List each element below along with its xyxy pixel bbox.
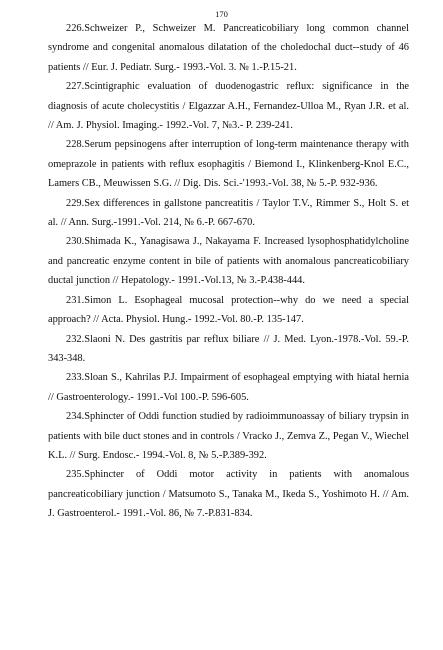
- reference-number: 227.: [66, 81, 85, 93]
- reference-text: Schweizer P., Schweizer M. Pancreaticobiliary long common channel syndrome and congenital anomalous dilatation of the choledochal duct--study of 46 patients // Eur. J. Pediatr. Surg.- 1993.-Vol. 3. № 1.-P.15-21.: [48, 23, 409, 73]
- reference-item: [48, 77, 409, 135]
- reference-item: [48, 135, 409, 193]
- reference-text: Sphincter of Oddi motor activity in patients with anomalous pancreaticobiliary junction / Matsumoto S., Tanaka M., Ikeda S., Yoshimoto H. // Am. J. Gastroenterol.- 1991.-Vol. 86, № 7.-P.831-834.: [48, 469, 409, 520]
- reference-item: [48, 330, 409, 369]
- reference-text: Serum pepsinogens after interruption of long-term maintenance therapy with omeprazole in patients with reflux esophagitis / Biemond I., Klinkenberg-Knol E.C., Lamers CB., Meuwissen S.G. // Dig. Dis. Sci.-ʹ1993.-Vol. 38, № 5.-P. 932-936.: [48, 139, 409, 190]
- reference-text: Sloan S., Kahrilas P.J. Impairment of esophageal emptying with hiatal hernia // Gastroenterology.- 1991.-Vol 100.-P. 596-605.: [48, 372, 409, 403]
- reference-number: 226.: [66, 23, 85, 34]
- reference-number: 232.: [66, 333, 85, 345]
- reference-item: [48, 407, 409, 465]
- reference-item: [48, 232, 409, 290]
- reference-item: [48, 194, 409, 233]
- reference-item: [48, 465, 409, 523]
- reference-number: 231.: [66, 294, 85, 306]
- reference-text: Simon L. Esophageal mucosal protection--why do we need a special approach? // Acta. Physiol. Hung.- 1992.-Vol. 80.-P. 135-147.: [48, 294, 409, 326]
- reference-number: 229.: [66, 197, 85, 209]
- reference-item: [48, 19, 409, 77]
- reference-text: Scintigraphic evaluation of duodenogastric reflux: significance in the diagnosis of acute cholecystitis / Elgazzar A.H., Fernandez-Ulloa M., Ryan J.R. et al. // Am. J. Physiol. Imaging.- 1992.-Vol. 7, №3.- P. 239-241.: [48, 81, 409, 132]
- reference-text: Sphincter of Oddi function studied by radioimmunoassay of biliary trypsin in patients with bile duct stones and in controls / Vracko J., Zemva Z., Pegan V., Wiechel K.L. // Surg. Endosc.- 1994.-Vol. 8, № 5.-P.389-392.: [48, 411, 409, 461]
- reference-item: [48, 368, 409, 407]
- reference-item: [48, 291, 409, 330]
- reference-text: Slaoni N. Des gastritis par reflux biliare // J. Med. Lyon.-1978.-Vol. 59.-P. 343-348.: [48, 333, 409, 364]
- reference-number: 230.: [66, 236, 85, 248]
- reference-number: 233.: [66, 372, 85, 384]
- reference-number: 228.: [66, 139, 85, 151]
- reference-text: Sex differences in gallstone pancreatitis / Taylor T.V., Rimmer S., Holt S. et al. // Ann. Surg.-1991.-Vol. 214, № 6.-P. 667-670.: [48, 197, 409, 229]
- reference-list: [48, 19, 409, 524]
- page-number: 170: [215, 9, 228, 19]
- reference-number: 234.: [66, 411, 85, 423]
- reference-number: 235.: [66, 469, 85, 481]
- reference-text: Shimada K., Yanagisawa J., Nakayama F. Increased lysophosphatidylcholine and pancreatic enzyme content in bile of patients with anomalous pancreaticobiliary ductal junction // Hepatology.- 1991.-Vol.13, № 3.-P.438-444.: [48, 236, 409, 287]
